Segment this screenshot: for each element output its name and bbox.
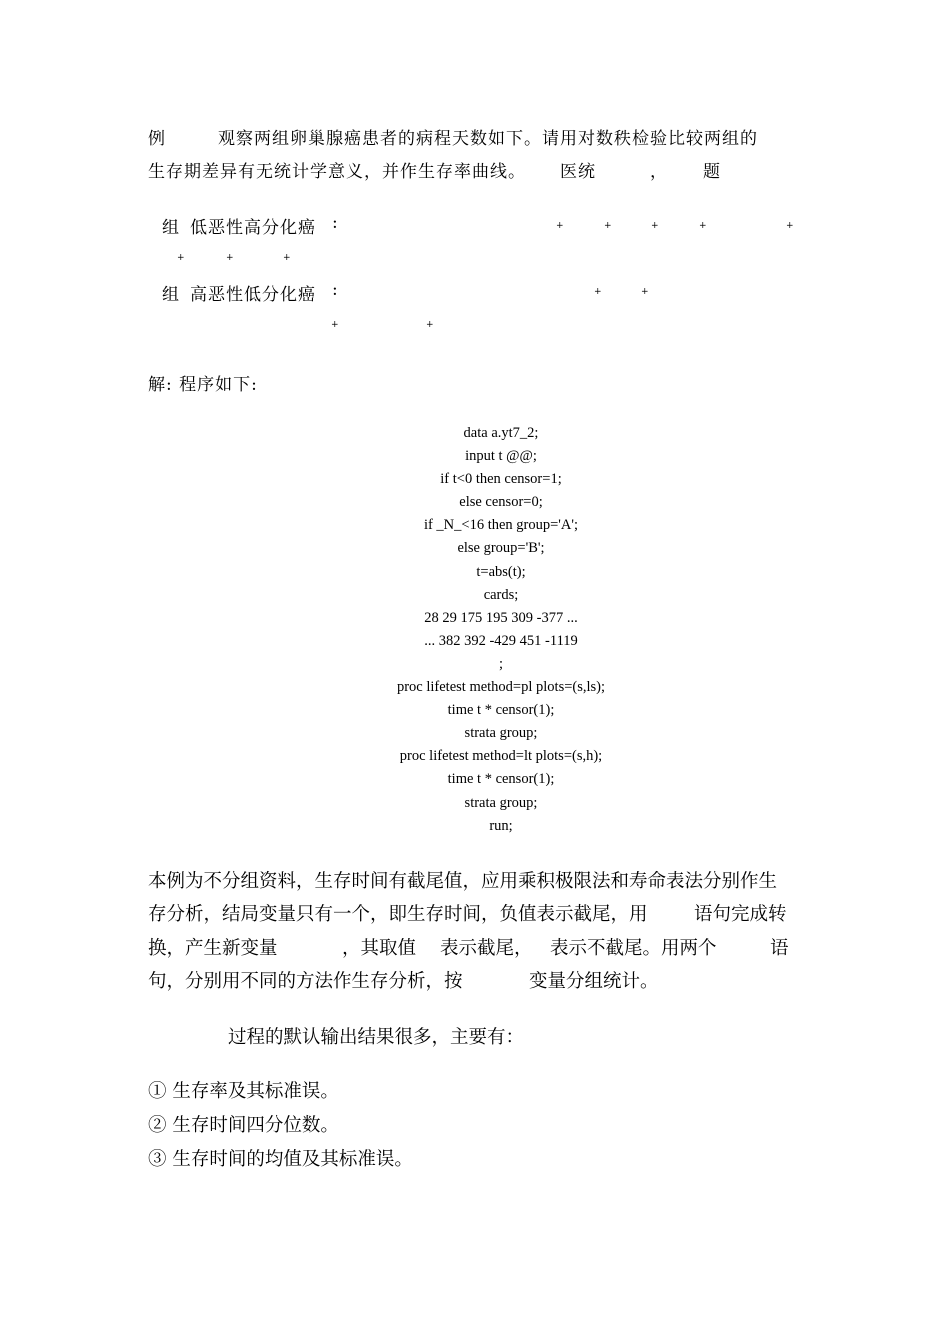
code-line: strata group; xyxy=(464,794,538,811)
code-line: ... 382 392 -429 451 -1119 xyxy=(424,632,578,649)
code-line: run; xyxy=(489,817,513,834)
code-line: else censor=0; xyxy=(459,494,543,511)
code-line: input t @@; xyxy=(465,448,537,465)
explanation-line4b: 变量分组统计。 xyxy=(529,971,659,992)
explanation-line3d: 表示不截尾。用两个 xyxy=(550,938,717,959)
group1-colon: : xyxy=(332,213,339,233)
explanation-line1: 本例为不分组资料，生存时间有截尾值，应用乘积极限法和寿命表法分别作生 xyxy=(148,871,778,892)
example-label: 例 xyxy=(148,129,166,149)
output-item: ① 生存率及其标准误。 xyxy=(148,1081,339,1102)
sas-code-block xyxy=(0,422,950,838)
explanation-line2a: 存分析，结局变量只有一个，即生存时间，负值表示截尾，用 xyxy=(148,904,648,925)
group2-colon: : xyxy=(332,280,339,300)
censor-mark: + xyxy=(651,221,659,231)
reference-question: 题 xyxy=(703,162,721,182)
reference-comma: ， xyxy=(650,162,668,182)
code-line: if _N_<16 then group='A'; xyxy=(423,517,579,534)
censor-mark: + xyxy=(283,253,291,263)
group2-label: 组 xyxy=(162,285,180,305)
output-item: ③ 生存时间的均值及其标准误。 xyxy=(148,1149,413,1170)
code-line: data a.yt7_2; xyxy=(463,425,539,441)
censor-mark: + xyxy=(177,253,185,263)
censor-mark: + xyxy=(331,320,339,330)
explanation-line2b: 语句完成转 xyxy=(694,904,787,925)
reference-book: 医统 xyxy=(560,162,596,182)
problem-text-line1: 观察两组卵巢腺癌患者的病程天数如下。请用对数秩检验比较两组的 xyxy=(218,129,758,149)
output-intro: 过程的默认输出结果很多，主要有： xyxy=(228,1027,525,1048)
censor-mark: + xyxy=(699,221,707,231)
code-line: ; xyxy=(498,655,504,672)
explanation-line3e: 语 xyxy=(770,938,789,959)
censor-mark: + xyxy=(426,320,434,330)
censor-mark: + xyxy=(604,221,612,231)
code-line: proc lifetest method=lt plots=(s,h); xyxy=(399,748,603,765)
group2-name: 高恶性低分化癌 xyxy=(190,285,316,305)
problem-text-line2: 生存期差异有无统计学意义，并作生存率曲线。 xyxy=(148,162,526,182)
explanation-line3a: 换，产生新变量 xyxy=(148,938,278,959)
code-line: time t * censor(1); xyxy=(447,771,555,788)
explanation-line3b: ，其取值 xyxy=(342,938,417,959)
code-line: t=abs(t); xyxy=(476,563,526,580)
code-line: proc lifetest method=pl plots=(s,ls); xyxy=(396,679,606,696)
code-line: if t<0 then censor=1; xyxy=(440,471,562,488)
censor-mark: + xyxy=(556,221,564,231)
code-line: strata group; xyxy=(464,725,538,742)
output-item: ② 生存时间四分位数。 xyxy=(148,1115,339,1136)
solution-heading: 解: 程序如下: xyxy=(148,375,258,395)
code-line: time t * censor(1); xyxy=(447,702,555,719)
code-line: 28 29 175 195 309 -377 ... xyxy=(424,609,578,626)
censor-mark: + xyxy=(226,253,234,263)
censor-mark: + xyxy=(641,287,649,297)
group1-name: 低恶性高分化癌 xyxy=(190,218,316,238)
code-line: else group='B'; xyxy=(457,540,545,557)
code-line: cards; xyxy=(483,586,519,603)
censor-mark: + xyxy=(786,221,794,231)
group1-label: 组 xyxy=(162,218,180,238)
explanation-line4a: 句，分别用不同的方法作生存分析，按 xyxy=(148,971,463,992)
censor-mark: + xyxy=(594,287,602,297)
explanation-line3c: 表示截尾， xyxy=(440,938,533,959)
